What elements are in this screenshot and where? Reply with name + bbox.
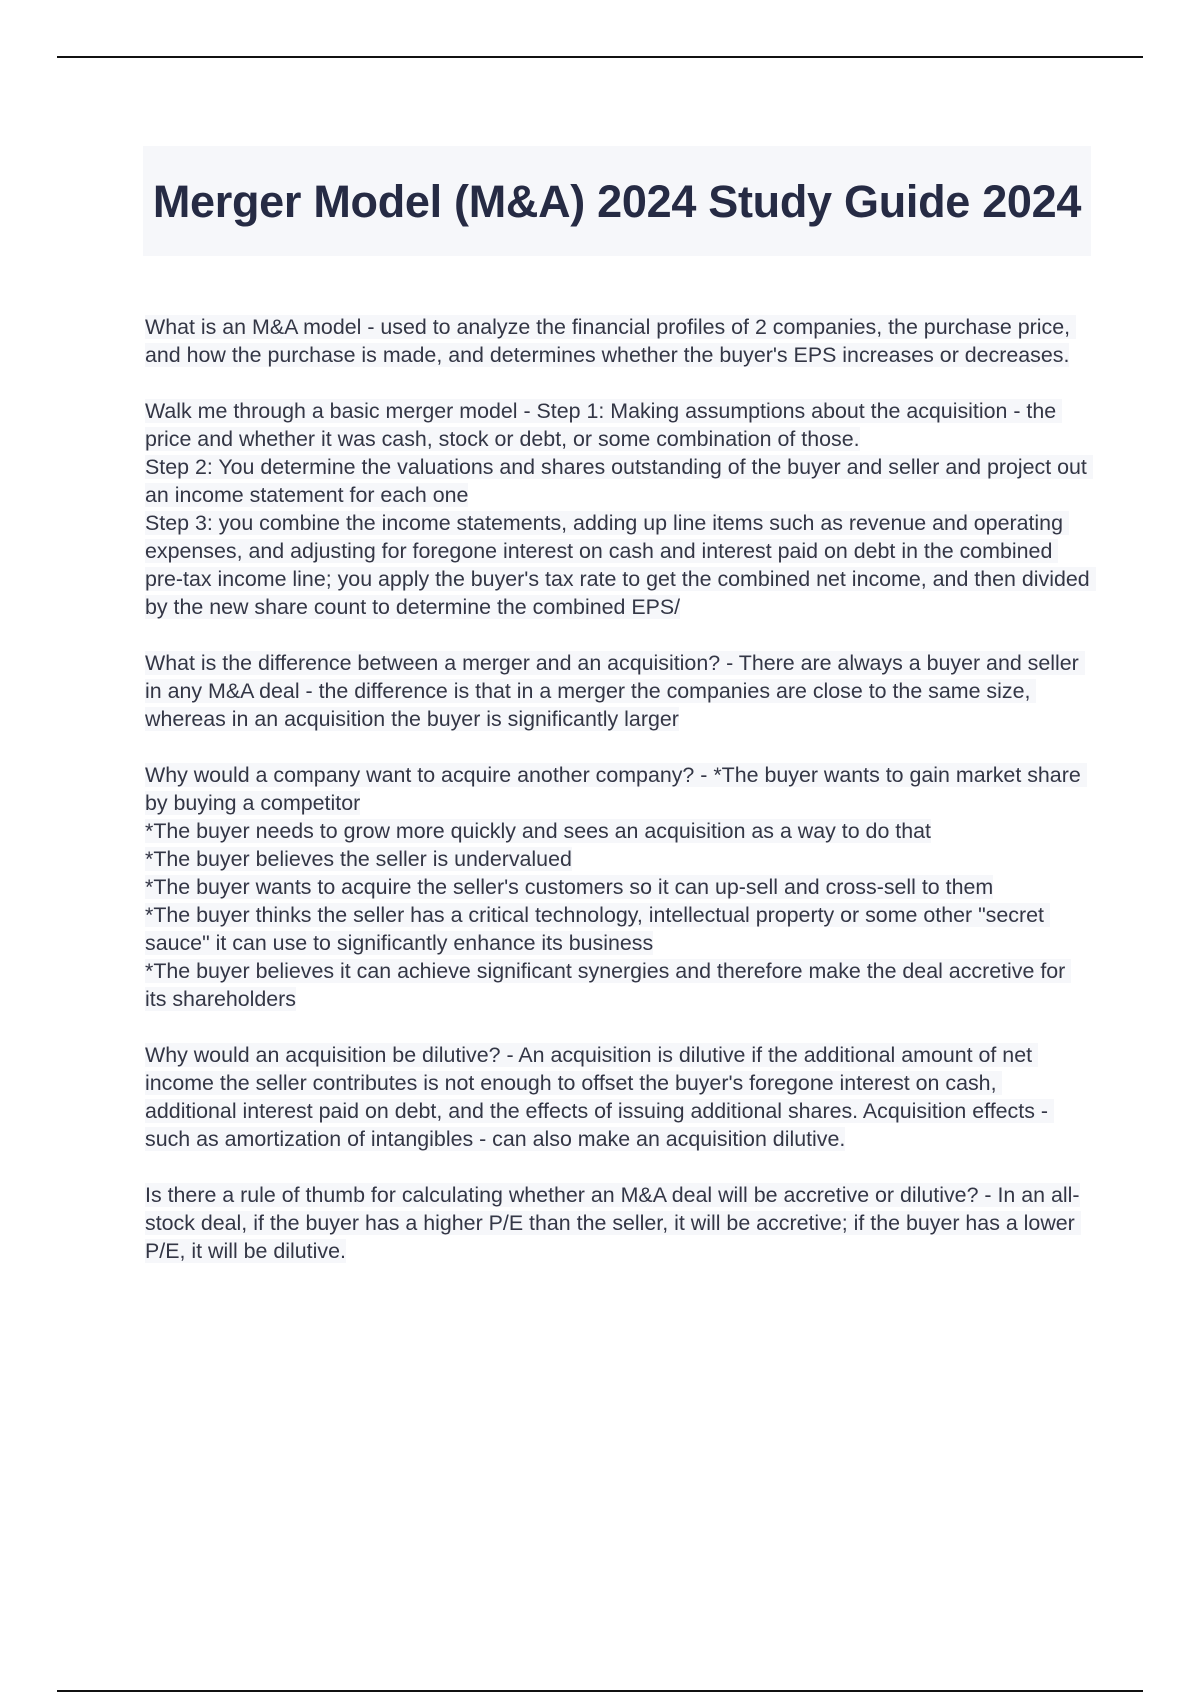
- title-banner: [143, 146, 1091, 256]
- qa-why-dilutive: [145, 1041, 1090, 1153]
- paragraph: Why would an acquisition be dilutive? - An acquisition is dilutive if the additional amount of net income the seller contributes is not enough to offset the buyer's foregone interest on cash, additional interest paid on debt, and the effects of issuing additional shares. Acquisition effects - such as amortization of intangibles - can also make an acquisition dilutive.: [145, 1043, 1054, 1151]
- qa-walk-through: [145, 397, 1096, 621]
- paragraph: Why would a company want to acquire another company? - *The buyer wants to gain market share by buying a competitor: [145, 763, 1087, 815]
- document-title: Merger Model (M&A) 2024 Study Guide 2024: [152, 175, 1082, 227]
- top-divider: [57, 56, 1143, 58]
- qa-why-acquire: [145, 761, 1090, 1013]
- list-item: *The buyer believes the seller is undervalued: [145, 847, 572, 871]
- paragraph: What is the difference between a merger and an acquisition? - There are always a buyer and seller in any M&A deal - the difference is that in a merger the companies are close to the same size, whereas in an acquisition the buyer is significantly larger: [145, 651, 1085, 731]
- list-item: *The buyer wants to acquire the seller's customers so it can up-sell and cross-sell to them: [145, 875, 994, 899]
- paragraph: Walk me through a basic merger model - Step 1: Making assumptions about the acquisition - the price and whether it was cash, stock or debt, or some combination of those.: [145, 399, 1063, 451]
- paragraph: Step 3: you combine the income statements, adding up line items such as revenue and operating expenses, and adjusting for foregone interest on cash and interest paid on debt in the combined pre-tax income line; you apply the buyer's tax rate to get the combined net income, and then divided by the new share count to determine the combined EPS/: [145, 511, 1096, 619]
- paragraph: What is an M&A model - used to analyze the financial profiles of 2 companies, the purchase price, and how the purchase is made, and determines whether the buyer's EPS increases or decreases.: [145, 315, 1076, 367]
- qa-rule-of-thumb: [145, 1181, 1090, 1265]
- paragraph: Is there a rule of thumb for calculating whether an M&A deal will be accretive or dilutive? - In an all-stock deal, if the buyer has a higher P/E than the seller, it will be accretive; if the buyer has a lower P/E, it will be dilutive.: [145, 1183, 1081, 1263]
- list-item: *The buyer thinks the seller has a critical technology, intellectual property or some other "secret sauce" it can use to significantly enhance its business: [145, 903, 1050, 955]
- bottom-divider: [57, 1690, 1143, 1692]
- list-item: *The buyer believes it can achieve significant synergies and therefore make the deal accretive for its shareholders: [145, 959, 1072, 1011]
- list-item: *The buyer needs to grow more quickly and sees an acquisition as a way to do that: [145, 819, 931, 843]
- qa-merger-vs-acquisition: [145, 649, 1090, 733]
- qa-what-is-model: [145, 313, 1090, 369]
- document-body: [145, 313, 1096, 1293]
- paragraph: Step 2: You determine the valuations and shares outstanding of the buyer and seller and project out an income statement for each one: [145, 455, 1093, 507]
